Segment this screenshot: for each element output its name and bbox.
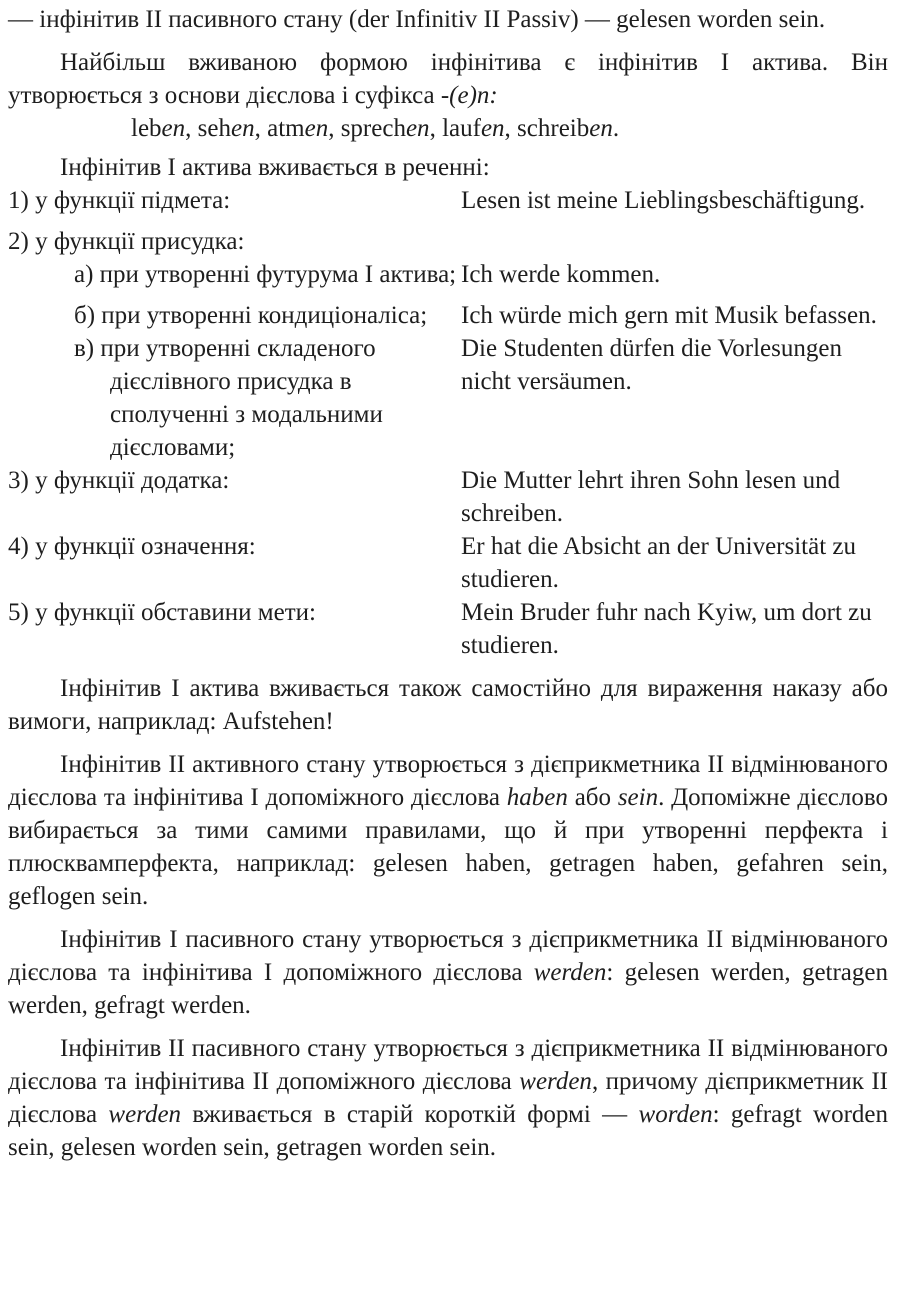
function-example: Lesen ist meine Lieblingsbeschäftigung. bbox=[461, 187, 866, 214]
function-label: 2) у функції присудка: bbox=[8, 228, 245, 255]
paragraph-usage-intro: Інфінітив I актива вживається в реченні: bbox=[60, 154, 490, 181]
function-subitem bbox=[8, 299, 888, 332]
function-example: Er hat die Absicht an der Universität zu studieren. bbox=[461, 533, 857, 593]
function-item bbox=[8, 596, 888, 662]
example-verb: sehen, bbox=[197, 115, 268, 142]
function-example: Die Studenten dürfen die Vorlesungen nicht versäumen. bbox=[461, 335, 842, 395]
function-label: 4) у функції означення: bbox=[8, 533, 256, 560]
paragraph-imperative-use: Інфінітив I актива вживається також самостійно для вираження наказу або вимоги, наприклад: Aufstehen! bbox=[8, 675, 888, 735]
example-verb: atmen, bbox=[267, 115, 341, 142]
suffix-text: -(e)n: bbox=[440, 82, 498, 109]
paragraph-infinitive-ii-passive: — інфінітив II пасивного стану (der Infinitiv II Passiv) — gelesen worden sein. bbox=[8, 6, 826, 33]
example-verbs-line bbox=[8, 112, 888, 145]
function-example: Ich würde mich gern mit Musik befassen. bbox=[461, 302, 877, 329]
function-label: 1) у функції підмета: bbox=[8, 187, 231, 214]
example-verb: sprechen, bbox=[340, 115, 443, 142]
function-label: 5) у функції обставини мети: bbox=[8, 599, 316, 626]
function-item bbox=[8, 464, 888, 530]
function-label: в) при утворенні складеного дієслівного присудка в сполученні з модальними дієсловами; bbox=[74, 335, 383, 461]
function-example: Mein Bruder fuhr nach Kyiw, um dort zu studieren. bbox=[461, 599, 872, 659]
function-subitem bbox=[8, 258, 888, 291]
paragraph-infinitive-ii-active: Інфінітив II активного стану утворюється з дієприкметника II відмінюваного дієслова та інфінітива I допоміжного дієслова haben або sein. Допоміжне дієслово вибирається за тими самими правилами, що й при утворенні перфекта і плюсквамперфекта, наприклад: gelesen haben, getragen haben, gefahren sein, geflogen sein. bbox=[8, 751, 888, 910]
function-label: 3) у функції додатка: bbox=[8, 467, 230, 494]
function-list bbox=[8, 184, 888, 662]
example-verb: laufen, bbox=[442, 115, 518, 142]
function-label: а) при утворенні футурума I актива; bbox=[74, 261, 457, 288]
example-verb: schreiben. bbox=[517, 115, 620, 142]
function-item bbox=[8, 225, 888, 258]
function-item bbox=[8, 184, 888, 217]
function-example: Ich werde kommen. bbox=[461, 261, 661, 288]
paragraph-infinitive-i-active-form: Найбільш вживаною формою інфінітива є інфінітив I актива. Він утворюється з основи дієслова і суфікса -(e)n: bbox=[8, 49, 888, 109]
function-item bbox=[8, 530, 888, 596]
function-example: Die Mutter lehrt ihren Sohn lesen und schreiben. bbox=[461, 467, 841, 527]
function-subitem bbox=[8, 332, 888, 464]
example-verb: leben, bbox=[131, 115, 198, 142]
paragraph-infinitive-i-passive: Інфінітив I пасивного стану утворюється з дієприкметника II відмінюваного дієслова та інфінітива I допоміжного дієслова werden: gelesen werden, getragen werden, gefragt werden. bbox=[8, 926, 888, 1019]
function-label: б) при утворенні кондиціоналіса; bbox=[74, 302, 428, 329]
paragraph-infinitive-ii-passive-formation: Інфінітив II пасивного стану утворюється з дієприкметника II відмінюваного дієслова та інфінітива II допоміжного дієслова werden, причому дієприкметник II дієслова werden вживається в старій короткій формі — worden: gefragt worden sein, gelesen worden sein, getragen worden sein. bbox=[8, 1035, 888, 1161]
